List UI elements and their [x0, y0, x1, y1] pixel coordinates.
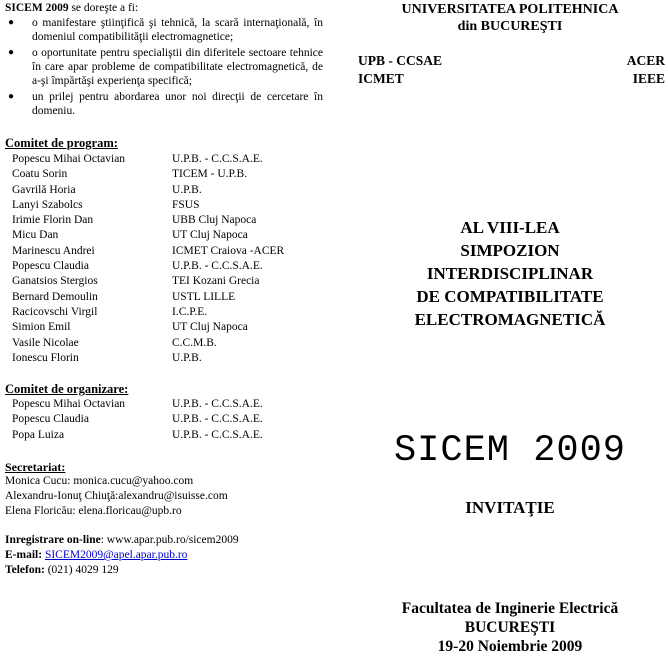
committee-member-row [5, 198, 323, 213]
member-name: Gavrilă Horia [12, 183, 76, 196]
secretariat-title: Secretariat: [5, 460, 66, 475]
right-column [355, 1, 665, 656]
bullet-icon: ● [8, 91, 15, 102]
list-item: ● o manifestare ştiinţifică şi tehnică, la scară internaţională, în domeniul compatibilităţii electromagnetice; [8, 17, 323, 43]
secretariat-item: Elena Floricău: elena.floricau@upb.ro [5, 505, 182, 518]
secretariat-item: Monica Cucu: monica.cucu@yahoo.com [5, 475, 194, 488]
committee-member-row [5, 167, 323, 182]
committee-member-row [5, 336, 323, 351]
intro-line [5, 1, 323, 15]
goals-list [5, 16, 323, 118]
member-affiliation: U.P.B. [172, 183, 202, 196]
member-affiliation: U.P.B. - C.C.S.A.E. [172, 398, 263, 411]
committee-member-row [5, 244, 323, 259]
member-affiliation: USTL LILLE [172, 290, 236, 303]
committee-member-row [5, 213, 323, 228]
university-name: UNIVERSITATEA POLITEHNICA din BUCUREŞTI [401, 2, 619, 34]
organizing-committee-title: Comitet de organizare: [5, 382, 129, 397]
committee-member-row [5, 428, 323, 443]
program-committee-list [5, 152, 323, 366]
member-affiliation: C.C.M.B. [172, 336, 217, 349]
invitation-title: INVITAŢIE [465, 498, 555, 517]
symposium-title: AL VIII-LEA SIMPOZION INTERDISCIPLINAR DE COMPATIBILITATE ELECTROMAGNETICĂ [414, 218, 606, 329]
member-name: Ionescu Florin [12, 351, 79, 364]
member-name: Bernard Demoulin [12, 290, 98, 303]
member-affiliation: U.P.B. - C.C.S.A.E. [172, 153, 263, 165]
member-affiliation: U.P.B. [172, 351, 202, 364]
member-affiliation: UBB Cluj Napoca [172, 214, 257, 227]
committee-member-row [5, 351, 323, 366]
secretariat-item: Alexandru-Ionuţ Chiuţă:alexandru@isuisse.com [5, 490, 228, 503]
partner-name: IEEE [632, 71, 665, 86]
member-affiliation: UT Cluj Napoca [172, 321, 248, 334]
member-affiliation: ICMET Craiova -ACER [172, 244, 285, 257]
member-affiliation: U.P.B. - C.C.S.A.E. [172, 260, 263, 273]
member-name: Vasile Nicolae [12, 336, 79, 349]
committee-member-row [5, 183, 323, 198]
phone-line: Telefon: (021) 4029 129 [5, 564, 119, 577]
member-name: Coatu Sorin [12, 168, 68, 181]
faculty-and-date: Facultatea de Inginerie Electrică BUCUREŞTI 19-20 Noiembrie 2009 [401, 600, 619, 655]
committee-member-row [5, 397, 323, 412]
member-affiliation: TICEM - U.P.B. [172, 168, 248, 181]
committee-member-row [5, 412, 323, 427]
member-name: Racicovschi Virgil [12, 305, 98, 318]
member-name: Popa Luiza [12, 428, 65, 441]
committee-member-row [5, 228, 323, 243]
intro-bold: SICEM 2009 [5, 2, 69, 14]
member-name: Ganatsios Stergios [12, 275, 98, 288]
member-name: Popescu Claudia [12, 260, 89, 273]
contact-block [5, 533, 323, 578]
bullet-icon: ● [8, 17, 15, 28]
member-affiliation: FSUS [172, 198, 200, 211]
member-name: Simion Emil [12, 321, 71, 334]
email-line: E-mail: SICEM2009@apel.apar.pub.ro [5, 549, 188, 562]
partner-organizations [355, 52, 665, 88]
member-name: Popescu Mihai Octavian [12, 398, 126, 411]
registration-line: Inregistrare on-line: www.apar.pub.ro/sicem2009 [5, 534, 239, 547]
member-affiliation: UT Cluj Napoca [172, 229, 248, 242]
member-affiliation: I.C.P.E. [172, 305, 208, 318]
member-name: Micu Dan [12, 229, 59, 242]
member-name: Marinescu Andrei [12, 244, 95, 257]
member-name: Lanyi Szabolcs [12, 198, 83, 211]
committee-member-row [5, 152, 323, 167]
partner-name: UPB - CCSAE [358, 53, 443, 68]
committee-member-row [5, 290, 323, 305]
member-name: Irimie Florin Dan [12, 214, 94, 227]
email-link[interactable]: SICEM2009@apel.apar.pub.ro [44, 549, 188, 562]
left-column [5, 1, 323, 578]
secretariat-list [5, 474, 323, 519]
partner-name: ICMET [358, 71, 404, 86]
committee-member-row [5, 305, 323, 320]
member-name: Popescu Mihai Octavian [12, 153, 126, 165]
program-committee-title: Comitet de program: [5, 136, 118, 150]
organizing-committee-list [5, 397, 323, 443]
intro-rest: se doreşte a fi: [68, 2, 139, 14]
bullet-icon: ● [8, 47, 15, 58]
member-name: Popescu Claudia [12, 413, 89, 426]
committee-member-row [5, 259, 323, 274]
member-affiliation: U.P.B. - C.C.S.A.E. [172, 428, 263, 441]
list-item: ● un prilej pentru abordarea unor noi direcţii de cercetare în domeniu. [8, 91, 323, 117]
partner-name: ACER [626, 53, 665, 68]
list-item: ● o oportunitate pentru specialiştii din diferitele sectoare tehnice în care apar probleme de compatibilitate electromagnetică, de a-şi împărtăşi experienţa specifică; [8, 47, 323, 87]
member-affiliation: TEI Kozani Grecia [172, 275, 260, 288]
member-affiliation: U.P.B. - C.C.S.A.E. [172, 413, 263, 426]
event-logo-title: SICEM 2009 [393, 430, 627, 472]
committee-member-row [5, 274, 323, 289]
committee-member-row [5, 320, 323, 335]
